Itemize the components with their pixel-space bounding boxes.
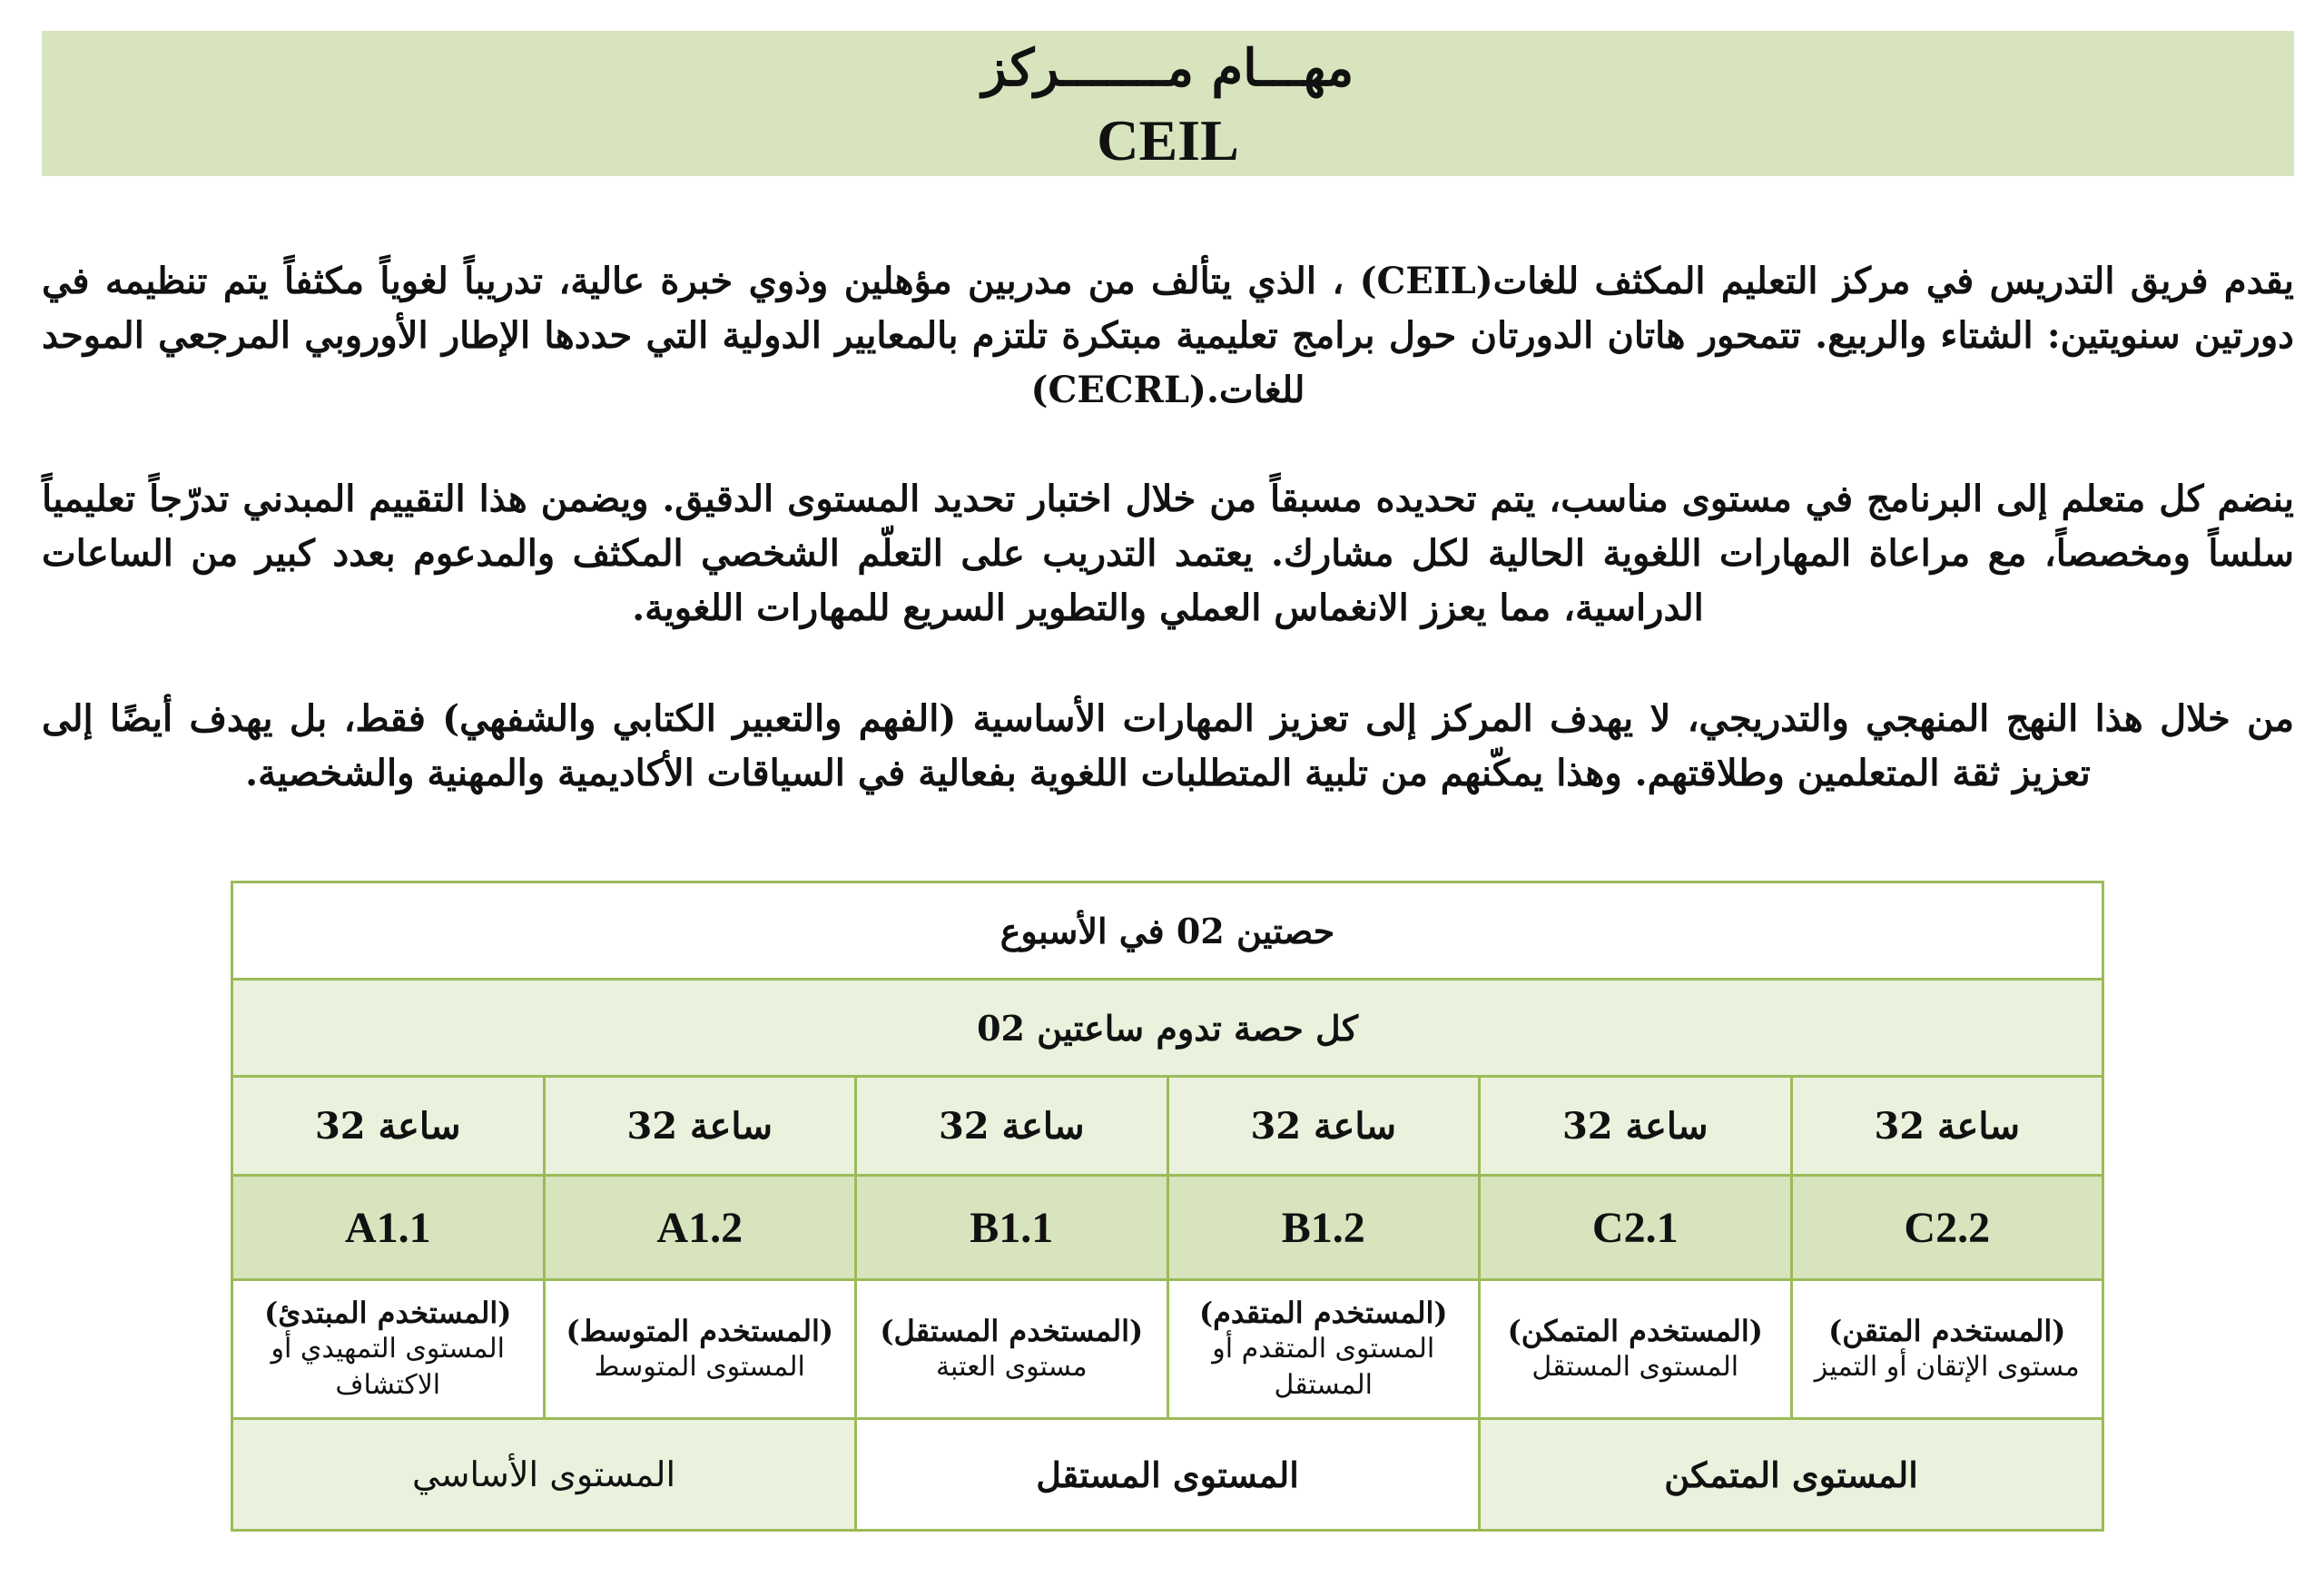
paragraph-intro: يقدم فريق التدريس في مركز التعليم المكثف للغات(CEIL) ، الذي يتألف من مدربين مؤهلين وذوي خبرة عالية، تدريباً لغوياً مكثفاً يتم تنظيمه في دورتين سنويتين: الشتاء والربيع. تتمحور هاتان الدورتان حول برامج تعليمية مبتكرة تلتزم بالمعايير الدولية التي حددها الإطار الأوروبي المرجعي الموحد للغات.(CECRL) [42,260,2295,411]
level-description-cell [1480,1280,1792,1419]
hours-cell: ساعة 32 [232,1077,545,1176]
user-type-label: (المستخدم المتقن) [1828,1314,2066,1348]
level-description-cell [232,1280,545,1419]
user-type-label: (المستخدم المستقل) [880,1314,1144,1348]
hours-cell: ساعة 32 [856,1077,1168,1176]
level-code-cell: B1.1 [856,1176,1168,1280]
level-description-cell [544,1280,856,1419]
user-type-label: (المستخدم المتقدم) [1198,1296,1448,1330]
user-type-label: (المستخدم المتوسط) [566,1314,834,1348]
level-description-cell [1791,1280,2103,1419]
level-name-label: مستوى العتبة [935,1351,1088,1383]
paragraph-placement: ينضم كل متعلم إلى البرنامج في مستوى مناسب، يتم تحديده مسبقاً من خلال اختبار تحديد المستوى الدقيق. ويضمن هذا التقييم المبدني تدرّجاً تعليمياً سلساً ومخصصاً، مع مراعاة المهارات اللغوية الحالية لكل مشارك. يعتمد التدريب على التعلّم الشخصي المكثف والمدعوم بعدد كبير من الساعات الدراسية، مما يعزز الانغماس العملي والتطوير السريع للمهارات اللغوية. [42,478,2295,629]
group-basic-cell: المستوى الأساسي [232,1419,856,1531]
hours-cell: ساعة 32 [1480,1077,1792,1176]
level-code-cell: A1.2 [544,1176,856,1280]
hours-cell: ساعة 32 [1167,1077,1480,1176]
page-title: مهـــام مـــــــركز [981,38,1354,98]
level-name-label: مستوى الإتقان أو التميز [1814,1351,2080,1383]
descriptions-row [232,1280,2103,1419]
level-code-cell: B1.2 [1167,1176,1480,1280]
group-independent-cell: المستوى المستقل [856,1419,1480,1531]
level-code-cell: C2.2 [1791,1176,2103,1280]
hours-row [232,1077,2103,1176]
user-type-label: (المستخدم المتمكن) [1507,1314,1763,1348]
sessions-per-week-cell: حصتين 02 في الأسبوع [232,882,2103,980]
level-description-cell [856,1280,1168,1419]
level-code-cell: C2.1 [1480,1176,1792,1280]
level-name-label: المستوى التمهيدي أو الاكتشاف [271,1333,505,1401]
hours-cell: ساعة 32 [1791,1077,2103,1176]
hours-cell: ساعة 32 [544,1077,856,1176]
user-type-label: (المستخدم المبتدئ) [264,1296,512,1330]
level-name-label: المستوى المستقل [1531,1351,1739,1383]
group-proficient-cell: المستوى المتمكن [1480,1419,2103,1531]
level-name-label: المستوى المتوسط [594,1351,805,1383]
levels-table [231,881,2104,1523]
session-duration-cell: كل حصة تدوم ساعتين 02 [232,980,2103,1077]
header-banner [42,31,2294,176]
duration-row [232,980,2103,1077]
paragraph-approach: من خلال هذا النهج المنهجي والتدريجي، لا يهدف المركز إلى تعزيز المهارات الأساسية (الفهم والتعبير الكتابي والشفهي) فقط، بل يهدف أيضًا إلى تعزيز ثقة المتعلمين وطلاقتهم. وهذا يمكّنهم من تلبية المتطلبات اللغوية بفعالية في السياقات الأكاديمية والمهنية والشخصية. [42,697,2294,794]
level-description-cell [1167,1280,1480,1419]
sessions-row [232,882,2103,980]
page-subtitle: CEIL [1097,108,1239,172]
groups-row [232,1419,2103,1531]
level-name-label: المستوى المتقدم أو المستقل [1212,1333,1435,1401]
level-code-cell: A1.1 [232,1176,545,1280]
codes-row [232,1176,2103,1280]
